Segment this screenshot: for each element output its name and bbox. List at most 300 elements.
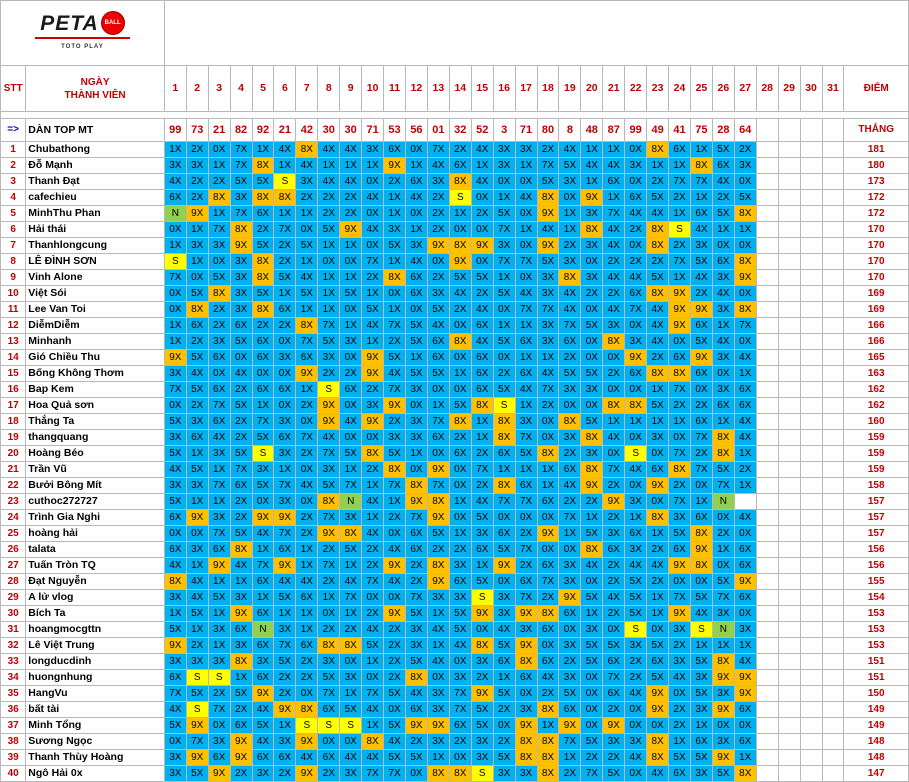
result-cell (800, 270, 822, 286)
result-cell: 5X (581, 318, 603, 334)
result-cell: 0X (340, 430, 362, 446)
table-row (1, 190, 909, 206)
result-cell: 0X (296, 222, 318, 238)
day-header-7: 7 (296, 66, 318, 112)
result-cell: 8X (362, 734, 384, 750)
result-cell: 1X (449, 494, 471, 510)
result-cell (778, 286, 800, 302)
row-stt: 7 (1, 238, 26, 254)
result-cell: 6X (734, 734, 756, 750)
member-score: 169 (844, 302, 909, 318)
result-cell: 0X (625, 238, 647, 254)
result-cell: 7X (712, 478, 734, 494)
result-cell: 8X (537, 190, 559, 206)
result-cell: 4X (471, 494, 493, 510)
result-cell: 3X (186, 414, 208, 430)
result-cell: 5X (230, 446, 252, 462)
result-cell (800, 382, 822, 398)
member-score: 154 (844, 590, 909, 606)
result-cell: 0X (384, 526, 406, 542)
member-name: Đạt Nguyễn (26, 574, 165, 590)
result-cell: 5X (647, 270, 669, 286)
result-cell (778, 318, 800, 334)
result-cell (778, 302, 800, 318)
result-cell: 5X (712, 462, 734, 478)
result-cell: 7X (208, 526, 230, 542)
result-cell: 3X (625, 334, 647, 350)
row-stt: 31 (1, 622, 26, 638)
result-cell: 4X (296, 750, 318, 766)
result-cell: 0X (449, 382, 471, 398)
result-cell: 3X (734, 158, 756, 174)
result-cell: 3X (712, 302, 734, 318)
result-cell: 4X (362, 494, 384, 510)
day-header-10: 10 (362, 66, 384, 112)
result-cell: N (712, 494, 734, 510)
result-cell: 3X (427, 686, 449, 702)
result-cell: 3X (274, 622, 296, 638)
result-cell: 6X (515, 478, 537, 494)
result-cell: 8X (690, 158, 712, 174)
result-cell: 0X (164, 302, 186, 318)
result-cell: 1X (581, 510, 603, 526)
result-cell: 1X (734, 638, 756, 654)
result-cell: 4X (164, 462, 186, 478)
result-cell: 0X (493, 718, 515, 734)
result-cell: S (493, 398, 515, 414)
result-cell: 1X (625, 414, 647, 430)
result-cell: 2X (603, 286, 625, 302)
result-cell: 1X (515, 222, 537, 238)
result-cell: 7X (340, 478, 362, 494)
result-cell: 6X (340, 382, 362, 398)
result-cell: 5X (559, 158, 581, 174)
result-cell: 8X (362, 446, 384, 462)
result-cell: 6X (669, 350, 691, 366)
result-cell: 5X (384, 750, 406, 766)
day-header-16: 16 (493, 66, 515, 112)
member-name: Gió Chiều Thu (26, 350, 165, 366)
result-cell: 3X (603, 734, 625, 750)
result-cell: 7X (493, 254, 515, 270)
result-cell: 2X (647, 574, 669, 590)
result-cell: 9X (690, 542, 712, 558)
result-cell: 8X (405, 478, 427, 494)
result-cell: 5X (230, 398, 252, 414)
member-score: 157 (844, 526, 909, 542)
result-cell: 7X (362, 686, 384, 702)
result-cell: 9X (669, 286, 691, 302)
result-cell: 3X (690, 238, 712, 254)
result-cell: 0X (296, 414, 318, 430)
result-cell: 4X (274, 574, 296, 590)
result-cell: 7X (230, 462, 252, 478)
result-cell: 5X (427, 526, 449, 542)
result-cell (822, 558, 844, 574)
result-cell: 8X (734, 766, 756, 782)
result-cell: 4X (471, 334, 493, 350)
result-cell: 7X (669, 590, 691, 606)
result-cell: 0X (625, 478, 647, 494)
result-cell: 9X (230, 238, 252, 254)
result-cell: 5X (274, 654, 296, 670)
result-cell: 7X (274, 526, 296, 542)
result-cell (800, 622, 822, 638)
result-cell: 2X (384, 622, 406, 638)
result-cell (756, 334, 778, 350)
result-cell: 1X (449, 526, 471, 542)
result-cell: 7X (384, 766, 406, 782)
result-cell: 4X (427, 158, 449, 174)
result-cell: 0X (296, 686, 318, 702)
result-cell: 5X (405, 334, 427, 350)
row-stt: 33 (1, 654, 26, 670)
result-cell (778, 622, 800, 638)
result-cell: 8X (712, 654, 734, 670)
result-cell: 1X (647, 526, 669, 542)
result-cell: 7X (384, 318, 406, 334)
result-cell: 6X (625, 526, 647, 542)
result-cell: 3X (471, 750, 493, 766)
result-cell: 5X (449, 622, 471, 638)
result-cell: 1X (515, 462, 537, 478)
result-cell: 0X (647, 494, 669, 510)
row-stt: 35 (1, 686, 26, 702)
result-cell (778, 654, 800, 670)
result-cell: 9X (230, 734, 252, 750)
result-cell: 0X (515, 686, 537, 702)
result-cell (756, 670, 778, 686)
result-cell: 3X (493, 142, 515, 158)
result-cell: 2X (208, 302, 230, 318)
result-cell: 7X (405, 590, 427, 606)
result-cell (756, 478, 778, 494)
result-cell: 0X (515, 174, 537, 190)
result-cell (778, 670, 800, 686)
result-cell: 0X (449, 350, 471, 366)
result-cell: 3X (712, 686, 734, 702)
result-cell: 0X (625, 142, 647, 158)
result-cell: 9X (186, 750, 208, 766)
logo-underline (35, 37, 130, 39)
result-cell: 2X (712, 526, 734, 542)
result-cell: 1X (559, 526, 581, 542)
result-cell (756, 190, 778, 206)
result-cell: 2X (603, 702, 625, 718)
result-cell: 0X (449, 510, 471, 526)
result-cell: 6X (712, 254, 734, 270)
result-cell: 8X (581, 430, 603, 446)
top-value-4: 82 (230, 119, 252, 142)
result-cell: 1X (690, 638, 712, 654)
result-cell: 3X (405, 622, 427, 638)
result-cell: 8X (427, 494, 449, 510)
result-cell: 5X (318, 222, 340, 238)
result-cell: 2X (230, 382, 252, 398)
result-cell: 9X (164, 350, 186, 366)
member-score: 148 (844, 750, 909, 766)
result-cell (756, 430, 778, 446)
result-cell: 5X (493, 382, 515, 398)
logo-subtitle: TOTO PLAY (61, 44, 104, 50)
result-cell: 6X (690, 366, 712, 382)
result-cell: 5X (186, 606, 208, 622)
top-value-22: 99 (625, 119, 647, 142)
result-cell: 8X (690, 558, 712, 574)
result-cell: 1X (515, 158, 537, 174)
result-cell: 1X (734, 750, 756, 766)
result-cell: 3X (164, 158, 186, 174)
row-stt: 34 (1, 670, 26, 686)
row-stt: 2 (1, 158, 26, 174)
result-cell: 3X (690, 702, 712, 718)
result-cell: 2X (712, 190, 734, 206)
result-cell: 5X (625, 590, 647, 606)
result-cell: 0X (647, 446, 669, 462)
result-cell: 8X (581, 542, 603, 558)
result-cell: 1X (669, 158, 691, 174)
result-cell: 0X (581, 398, 603, 414)
result-cell (800, 462, 822, 478)
result-cell: 2X (734, 462, 756, 478)
member-name: Bích Ta (26, 606, 165, 622)
result-cell: 4X (318, 142, 340, 158)
result-cell (778, 430, 800, 446)
result-cell: 2X (559, 766, 581, 782)
result-cell (822, 350, 844, 366)
result-cell: 4X (384, 542, 406, 558)
column-header-row (1, 66, 909, 112)
result-cell (778, 190, 800, 206)
table-row (1, 478, 909, 494)
result-cell: 5X (384, 446, 406, 462)
result-cell: 7X (274, 478, 296, 494)
result-cell (756, 382, 778, 398)
result-cell: 8X (647, 286, 669, 302)
result-cell (778, 686, 800, 702)
top-value-1: 99 (164, 119, 186, 142)
result-cell: 6X (690, 510, 712, 526)
result-cell: 3X (515, 142, 537, 158)
result-cell: 7X (449, 686, 471, 702)
result-cell (778, 558, 800, 574)
result-cell: 9X (164, 638, 186, 654)
top-value-21: 87 (603, 119, 625, 142)
result-cell: 0X (625, 318, 647, 334)
result-cell: 3X (164, 766, 186, 782)
result-cell: 9X (734, 686, 756, 702)
result-cell: 5X (427, 302, 449, 318)
result-cell: 3X (274, 350, 296, 366)
result-cell: 0X (340, 254, 362, 270)
day-header-17: 17 (515, 66, 537, 112)
result-cell: 7X (318, 558, 340, 574)
result-cell: 4X (647, 334, 669, 350)
result-cell: 6X (647, 462, 669, 478)
result-cell: 6X (471, 366, 493, 382)
result-cell: 4X (340, 750, 362, 766)
result-cell: 8X (230, 654, 252, 670)
result-cell: 1X (362, 334, 384, 350)
result-cell: 9X (230, 750, 252, 766)
day-header-9: 9 (340, 66, 362, 112)
result-cell: 3X (427, 174, 449, 190)
result-cell: 2X (318, 622, 340, 638)
result-cell: 5X (340, 286, 362, 302)
result-cell: 4X (427, 318, 449, 334)
result-cell: 9X (471, 238, 493, 254)
result-cell: 7X (603, 206, 625, 222)
result-cell: 8X (515, 750, 537, 766)
row-stt: 32 (1, 638, 26, 654)
result-cell: 1X (362, 510, 384, 526)
result-cell: 0X (625, 174, 647, 190)
table-row (1, 766, 909, 782)
result-cell: 2X (449, 142, 471, 158)
result-cell: 5X (296, 238, 318, 254)
result-cell: 6X (230, 622, 252, 638)
top-value-15: 52 (471, 119, 493, 142)
result-cell: 9X (252, 686, 274, 702)
result-cell: 0X (581, 670, 603, 686)
result-cell: 7X (164, 382, 186, 398)
result-cell (778, 350, 800, 366)
result-cell: 4X (537, 366, 559, 382)
result-cell: 3X (493, 606, 515, 622)
result-cell (778, 158, 800, 174)
result-cell: 4X (603, 430, 625, 446)
result-cell: 8X (734, 254, 756, 270)
result-cell: 3X (690, 670, 712, 686)
result-cell: 3X (427, 590, 449, 606)
result-cell: 8X (647, 222, 669, 238)
result-cell: 2X (318, 574, 340, 590)
result-cell (800, 334, 822, 350)
table-row (1, 750, 909, 766)
result-cell: 1X (296, 558, 318, 574)
result-cell (800, 366, 822, 382)
result-cell (800, 174, 822, 190)
result-cell: 3X (537, 286, 559, 302)
result-cell: 8X (427, 558, 449, 574)
result-cell: 2X (471, 670, 493, 686)
result-cell: 2X (384, 334, 406, 350)
result-cell (778, 542, 800, 558)
result-cell: 2X (493, 702, 515, 718)
result-cell: 3X (669, 654, 691, 670)
result-cell: 8X (252, 190, 274, 206)
result-cell: 9X (581, 478, 603, 494)
result-cell: 5X (405, 366, 427, 382)
top-value-8: 30 (318, 119, 340, 142)
result-cell: 2X (296, 654, 318, 670)
result-cell: 2X (384, 638, 406, 654)
result-cell: 8X (340, 526, 362, 542)
result-cell: 1X (515, 398, 537, 414)
result-cell: 9X (384, 398, 406, 414)
day-header-11: 11 (384, 66, 406, 112)
result-cell: 4X (537, 222, 559, 238)
result-cell: 7X (515, 254, 537, 270)
top-value-3: 21 (208, 119, 230, 142)
result-cell: 1X (493, 462, 515, 478)
result-cell: 4X (690, 222, 712, 238)
table-row (1, 574, 909, 590)
result-cell: 0X (690, 574, 712, 590)
result-cell: 9X (274, 702, 296, 718)
result-cell: 7X (669, 254, 691, 270)
result-cell: 7X (559, 734, 581, 750)
result-cell: 1X (405, 446, 427, 462)
top-value-20: 48 (581, 119, 603, 142)
result-cell: 5X (537, 254, 559, 270)
result-cell: 0X (537, 414, 559, 430)
result-cell: 2X (537, 686, 559, 702)
result-cell: 0X (734, 174, 756, 190)
result-cell: 1X (274, 462, 296, 478)
member-score: 169 (844, 286, 909, 302)
result-cell: 5X (515, 446, 537, 462)
member-score: 156 (844, 558, 909, 574)
result-cell: 3X (537, 318, 559, 334)
result-cell: 0X (340, 654, 362, 670)
result-cell: 6X (559, 606, 581, 622)
result-cell: 7X (690, 174, 712, 190)
result-cell: 5X (690, 590, 712, 606)
result-cell: 4X (340, 174, 362, 190)
member-score: 159 (844, 430, 909, 446)
result-cell: 0X (559, 542, 581, 558)
day-header-1: 1 (164, 66, 186, 112)
result-cell (778, 526, 800, 542)
result-cell: 2X (669, 478, 691, 494)
result-cell: 1X (186, 494, 208, 510)
result-cell: 0X (449, 462, 471, 478)
result-cell: 8X (537, 750, 559, 766)
result-cell: 3X (362, 398, 384, 414)
member-name: Hoàng Béo (26, 446, 165, 462)
result-cell: 9X (625, 350, 647, 366)
result-cell: 8X (318, 494, 340, 510)
result-cell: 6X (274, 542, 296, 558)
result-cell: 7X (559, 510, 581, 526)
result-cell (822, 670, 844, 686)
page-title: BẢNG PHONG ĐỘ XỔ SỐ MIỀN TRUNG - THÁNG 08 (164, 1, 908, 66)
result-cell (756, 238, 778, 254)
result-cell: 7X (515, 494, 537, 510)
result-cell: 5X (471, 574, 493, 590)
result-cell (822, 622, 844, 638)
result-cell: 2X (449, 302, 471, 318)
result-cell: 9X (384, 558, 406, 574)
result-cell: 2X (296, 510, 318, 526)
result-cell: 8X (493, 430, 515, 446)
result-cell: 4X (164, 558, 186, 574)
result-cell: 1X (274, 206, 296, 222)
day-header-23: 23 (647, 66, 669, 112)
result-cell: 2X (603, 254, 625, 270)
result-cell: 8X (712, 430, 734, 446)
member-name: Thanh Đạt (26, 174, 165, 190)
result-cell: 3X (340, 334, 362, 350)
result-cell: 7X (669, 446, 691, 462)
result-cell: 6X (252, 574, 274, 590)
row-stt: 9 (1, 270, 26, 286)
result-cell (778, 222, 800, 238)
result-cell: 0X (712, 558, 734, 574)
result-cell: 2X (274, 670, 296, 686)
result-cell: 0X (581, 350, 603, 366)
